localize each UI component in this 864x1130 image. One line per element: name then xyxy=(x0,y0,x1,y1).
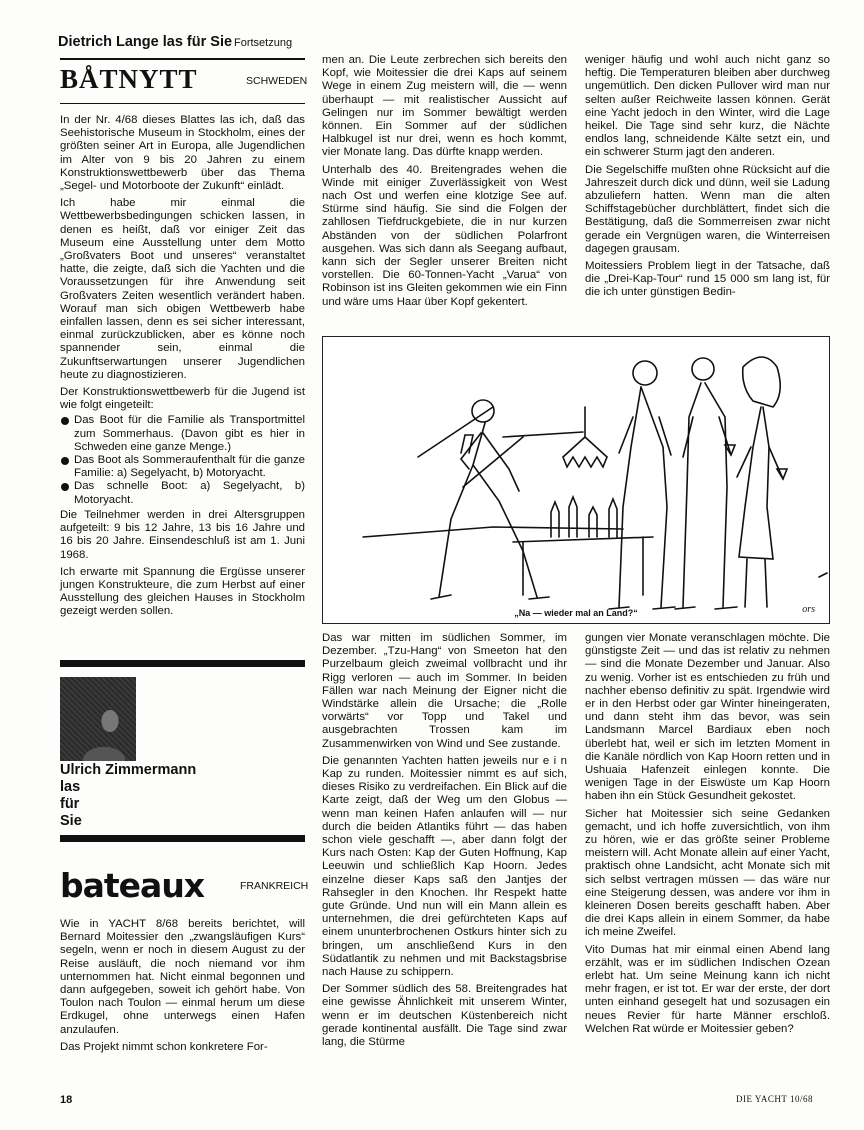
cartoon-illustration xyxy=(322,336,830,624)
list-item: Das schnelle Boot: a) Segelyacht, b) Motoryacht. xyxy=(60,480,305,506)
author-line: Sie xyxy=(60,813,82,829)
article-batnytt xyxy=(60,114,305,619)
section-rule xyxy=(60,58,305,60)
section-country-frankreich: FRANKREICH xyxy=(240,880,309,892)
author-photo xyxy=(60,677,136,761)
divider-bar xyxy=(60,660,305,667)
divider-bar xyxy=(60,835,305,842)
section-title-batnytt: BÅTNYTT xyxy=(60,64,198,94)
author-line: las xyxy=(60,779,81,795)
paragraph: Der Sommer südlich des 58. Breitengrades hat eine gewisse Ähnlichkeit mit unserem Winter, wenn er im deutschen Küstenbereich nicht gerade kontinental ausfällt. Die Tage sind zwar lang, die Stürme xyxy=(322,983,567,1049)
competition-category-list xyxy=(60,414,305,506)
author-line: für xyxy=(60,796,80,812)
list-item: Das Boot als Sommeraufenthalt für die ganze Familie: a) Segelyacht, b) Motoryacht. xyxy=(60,454,305,480)
cartoon-signature: ors xyxy=(802,604,815,615)
paragraph: Das war mitten im südlichen Sommer, im Dezember. „Tzu-Hang“ von Smeeton hat den Purzelbaum gleich zweimal vollbracht und ihr Rigg verloren — auch im Sommer. In beiden Fällen war nach Meinung der Eigner nicht die Windstärke allein die Ursache; die „Rolle vorwärts“ vor Topp und Takel und ausgebrachten Trossen kam im Zusammenwirken von Wind und See zustande. xyxy=(322,632,567,750)
column-2-bottom xyxy=(322,632,567,1049)
paragraph: Die genannten Yachten hatten jeweils nur e i n Kap zu runden. Moitessier nimmt es auf sich, dieses Risiko zu verdreifachen. Ein Blick auf die Karte zeigt, daß der Weg um den Globus — wenn man keinen Hafen anlaufen will — nur durch die beiden Atlantiks führt — das haben schon viele geschafft —, aber dann folgt der Kurs nach Osten: Kap der Guten Hoffnung, Kap Leeuwin und schließlich Kap Hoorn. Jedes einzelne dieser Kaps saß den Jantjes der Rahsegler in den Knochen. Ihr Respekt hatte gute Gründe. Und nun will ein Mann allein es unternehmen, die drei gefürchteten Kaps auf einem ununterbrochenen Ostkurs hinter sich zu bringen, um anschließend Kurs in den Südatlantik zu nehmen und mit Backstagsbrise nach Hause zu schippern. xyxy=(322,754,567,979)
section-rule-bottom xyxy=(60,103,305,104)
paragraph: gungen vier Monate veranschlagen möchte. Die günstigste Zeit — und das ist relativ zu nehmen — sind die Monate Dezember und Januar. Also zu wenig. Vorher ist es entschieden zu früh und nachher ebenso definitiv zu spät. Irgendwie wird er in den Herbst oder gar Winter hineingeraten, und dann steht ihm das bevor, was sein Landsmann Marcel Bardiaux eben noch überlebt hat, weil er sich im letzten Moment in die Kanäle nördlich von Kap Hoorn retten und in Ushuaia Hafenzeit einlegen konnte. Die wenigen Tage in der Eiswüste um Kap Hoorn haben ihn ein Stück Gesundheit gekostet. xyxy=(585,632,830,803)
cartoon-caption: „Na — wieder mal an Land?“ xyxy=(514,608,638,618)
paragraph: men an. Die Leute zerbrechen sich bereits den Kopf, wie Moitessier die drei Kaps auf seinem Wege in einem Zug meistern will, die — wenn überhaupt — mit realistischer Aussicht auf Gelingen nur im Sommer bewältigt werden können. Ein Sommer auf der südlichen Halbkugel ist nur drei, wenn es hoch kommt, vier Monate lang. Das dürfte knapp werden. xyxy=(322,54,567,159)
paragraph: Wie in YACHT 8/68 bereits berichtet, will Bernard Moitessier den „zwangsläufigen Kurs“ segeln, wenn er noch in diesem August zu der Reise ausläuft, die noch niemand vor ihm unternommen hat. Nicht einmal begonnen und dann aufgegeben, soweit ich gehört habe. Von Toulon nach Toulon — einmal herum um diese Erdkugel, ohne unterwegs einen Hafen anzulaufen. xyxy=(60,918,305,1036)
magazine-issue: DIE YACHT 10/68 xyxy=(736,1094,813,1104)
paragraph: Ich erwarte mit Spannung die Ergüsse unserer jungen Konstrukteure, die zum Herbst auf einer Ausstellung des gleichen Hauses in Stockholm gezeigt werden sollen. xyxy=(60,565,305,618)
paragraph: weniger häufig und wohl auch nicht ganz so heftig. Die Temperaturen bleiben aber durchweg ungemütlich. Den dicken Pullover wird man nur selten außer Reichweite lassen können. Gerät eine Yacht jedoch in den Winter, wird die Lage heikel. Die Tage sind sehr kurz, die Nächte endlos lang, schneidende Kälte setzt ein, und ein schwerer Sturm jagt den anderen. xyxy=(585,54,830,159)
section-country-schweden: SCHWEDEN xyxy=(246,75,308,87)
column-3-top xyxy=(585,54,830,300)
paragraph: Die Teilnehmer werden in drei Altersgruppen aufgeteilt: 9 bis 12 Jahre, 13 bis 16 Jahre und 16 bis 20 Jahre. Einsendeschluß ist am 1. Juni 1968. xyxy=(60,508,305,561)
column-3-bottom xyxy=(585,632,830,1036)
author-byline xyxy=(60,762,196,830)
author-name: Ulrich Zimmermann xyxy=(60,762,197,778)
paragraph: Sicher hat Moitessier sich seine Gedanken gemacht, und ich hoffe zuversichtlich, von ihm zu hören, wie er das größte seiner Probleme meistern will. Acht Monate allein auf einer Yacht, praktisch ohne Landsicht, acht Monate sich mit sich selbst vertragen müssen — das wäre nur eine Steigerung dessen, was andere vor ihm in kleineren Dosen bereits geschafft haben. Aber die drei Kaps allein in einem Sommer, da habe ich meine Zweifel. xyxy=(585,807,830,939)
page-number: 18 xyxy=(60,1094,73,1106)
paragraph: Das Projekt nimmt schon konkretere For- xyxy=(60,1040,268,1053)
paragraph: Moitessiers Problem liegt in der Tatsache, daß die „Drei-Kap-Tour“ rund 15 000 sm lang ist, für die ich unter günstigen Bedin- xyxy=(585,260,830,299)
paragraph: In der Nr. 4/68 dieses Blattes las ich, daß das Seehistorische Museum in Stockholm, eines der größten seiner Art in Europa, alle Jugendlichen im Alter von 9 bis 20 Jahren zu einem Konstruktionswettbewerb über das Thema „Segel- und Motorboote der Zukunft“ einlädt. xyxy=(60,114,305,193)
header-title: Dietrich Lange las für Sie xyxy=(58,34,233,50)
list-item: Das Boot für die Familie als Transportmittel zum Sommerhaus. (Davon gibt es hier in Schweden eine ganze Menge.) xyxy=(60,414,305,454)
header-subtitle: Fortsetzung xyxy=(234,37,293,49)
paragraph: Ich habe mir einmal die Wettbewerbsbedingungen schicken lassen, in denen es heißt, daß vor einiger Zeit das Museum eine Ausstellung unter dem Motto „Großvaters Boot und unseres“ veranstaltet hatte, die zeigte, daß sich die Yachten und die Voraussetzungen für ihre Anwendung seit Großvaters Zeiten wesentlich verändert haben. Worauf man sich obigen Wettbewerb habe einfallen lassen, denn es sei sicher interessant, einmal zurückzublicken, aber es könne noch spannender sein, einmal die Zukunftserwartungen unserer Jugendlichen heute zu diagnostizieren. xyxy=(60,197,305,381)
paragraph: Unterhalb des 40. Breitengrades wehen die Winde mit einiger Zuverlässigkeit von West nach Ost und werfen eine klotzige See auf. Stürme sind häufig. Sie sind die Folgen der zahllosen Tiefdruckgebiete, die in nur kurzen Abständen von der südlichen Polarfront ausgehen. Was sich dann als Seegang aufbaut, kann sich der Segler unserer Breiten nicht vorstellen. Die 60-Tonnen-Yacht „Varua“ von Robinson ist ins Gleiten gekommen wie ein Finn und wäre ums Haar über Kopf gekentert. xyxy=(322,163,567,308)
paragraph: Die Segelschiffe mußten ohne Rücksicht auf die Jahreszeit durch dick und dünn, weil sie Ladung abzuliefern hatten. Wenn man die alten Schiffstagebücher durchblättert, findet sich die Bestätigung, daß die Sommerreisen zwar nicht gerade ein Vergnügen waren, die Winterreisen dagegen grausam. xyxy=(585,163,830,255)
paragraph: Der Konstruktionswettbewerb für die Jugend ist wie folgt eingeteilt: xyxy=(60,386,305,412)
cartoon-drawing xyxy=(323,337,829,623)
paragraph: Vito Dumas hat mir einmal einen Abend lang erzählt, was er im südlichen Indischen Ozean erlebt hat. Um seine Meinung kann ich nicht mehr fragen, er ist tot. Er war der erste, der dort unten einhand gesegelt hat und sozusagen ein neues Revier für harte Männer erschloß. Welchen Rat würde er Moitessier geben? xyxy=(585,943,830,1035)
article-bateaux xyxy=(60,918,305,1054)
column-2-top xyxy=(322,54,567,309)
section-title-bateaux: bateaux xyxy=(60,866,205,905)
